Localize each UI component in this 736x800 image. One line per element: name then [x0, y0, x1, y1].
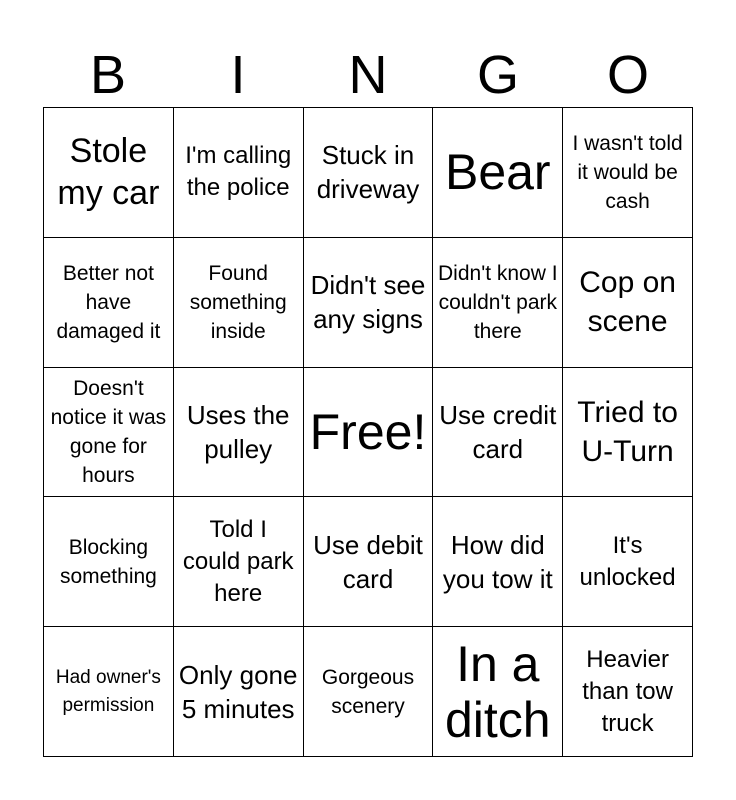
- bingo-cell[interactable]: [433, 497, 563, 627]
- bingo-cell[interactable]: [174, 238, 304, 368]
- bingo-cell[interactable]: [44, 368, 174, 498]
- cell-text: I wasn't told it would be cash: [572, 131, 683, 213]
- cell-text: Stuck in driveway: [316, 140, 420, 205]
- header-letter-n: N: [348, 45, 388, 105]
- bingo-cell[interactable]: [433, 108, 563, 238]
- bingo-cell[interactable]: [563, 627, 693, 757]
- cell-text: Told I could park here: [182, 515, 294, 607]
- cell-text: Didn't know I couldn't park there: [438, 261, 558, 343]
- cell-text: Free!: [309, 403, 427, 460]
- header-letter-b: B: [89, 45, 127, 105]
- cell-text: How did you tow it: [442, 529, 553, 594]
- bingo-cell[interactable]: [44, 627, 174, 757]
- cell-text: I'm calling the police: [185, 142, 292, 202]
- bingo-cell[interactable]: [44, 108, 174, 238]
- bingo-cell[interactable]: [563, 497, 693, 627]
- bingo-cell[interactable]: [304, 627, 434, 757]
- bingo-cell[interactable]: [433, 627, 563, 757]
- free-space-cell[interactable]: [304, 368, 434, 498]
- bingo-cell[interactable]: [563, 368, 693, 498]
- bingo-cell[interactable]: [304, 238, 434, 368]
- cell-text: It's unlocked: [579, 531, 676, 591]
- bingo-cell[interactable]: [44, 497, 174, 627]
- cell-text: Bear: [444, 144, 551, 201]
- cell-text: Had owner's permission: [55, 666, 161, 716]
- bingo-header: [43, 44, 693, 106]
- cell-text: Gorgeous scenery: [321, 665, 415, 718]
- bingo-cell[interactable]: [174, 497, 304, 627]
- header-letter-o: O: [606, 45, 649, 105]
- bingo-cell[interactable]: [174, 108, 304, 238]
- cell-text: Cop on scene: [579, 266, 676, 339]
- bingo-cell[interactable]: [563, 108, 693, 238]
- cell-text: In a ditch: [444, 635, 551, 748]
- cell-text: Only gone 5 minutes: [178, 659, 298, 724]
- cell-text: Heavier than tow truck: [582, 645, 673, 737]
- bingo-cell[interactable]: [433, 238, 563, 368]
- cell-text: Doesn't notice it was gone for hours: [50, 376, 167, 487]
- bingo-cell[interactable]: [433, 368, 563, 498]
- cell-text: Didn't see any signs: [310, 270, 426, 335]
- header-letter-g: G: [476, 45, 519, 105]
- cell-text: Found something inside: [189, 261, 287, 343]
- bingo-cell[interactable]: [304, 108, 434, 238]
- cell-text: Stole my car: [57, 132, 160, 213]
- bingo-cell[interactable]: [174, 368, 304, 498]
- bingo-card: [43, 107, 693, 757]
- cell-text: Better not have damaged it: [56, 261, 161, 343]
- bingo-cell[interactable]: [563, 238, 693, 368]
- header-letter-i: I: [230, 45, 246, 105]
- cell-text: Use credit card: [439, 399, 557, 464]
- cell-text: Uses the pulley: [186, 399, 290, 464]
- cell-text: Blocking something: [59, 535, 157, 588]
- cell-text: Use debit card: [313, 529, 423, 594]
- cell-text: Tried to U-Turn: [577, 395, 678, 468]
- bingo-cell[interactable]: [304, 497, 434, 627]
- bingo-cell[interactable]: [174, 627, 304, 757]
- bingo-cell[interactable]: [44, 238, 174, 368]
